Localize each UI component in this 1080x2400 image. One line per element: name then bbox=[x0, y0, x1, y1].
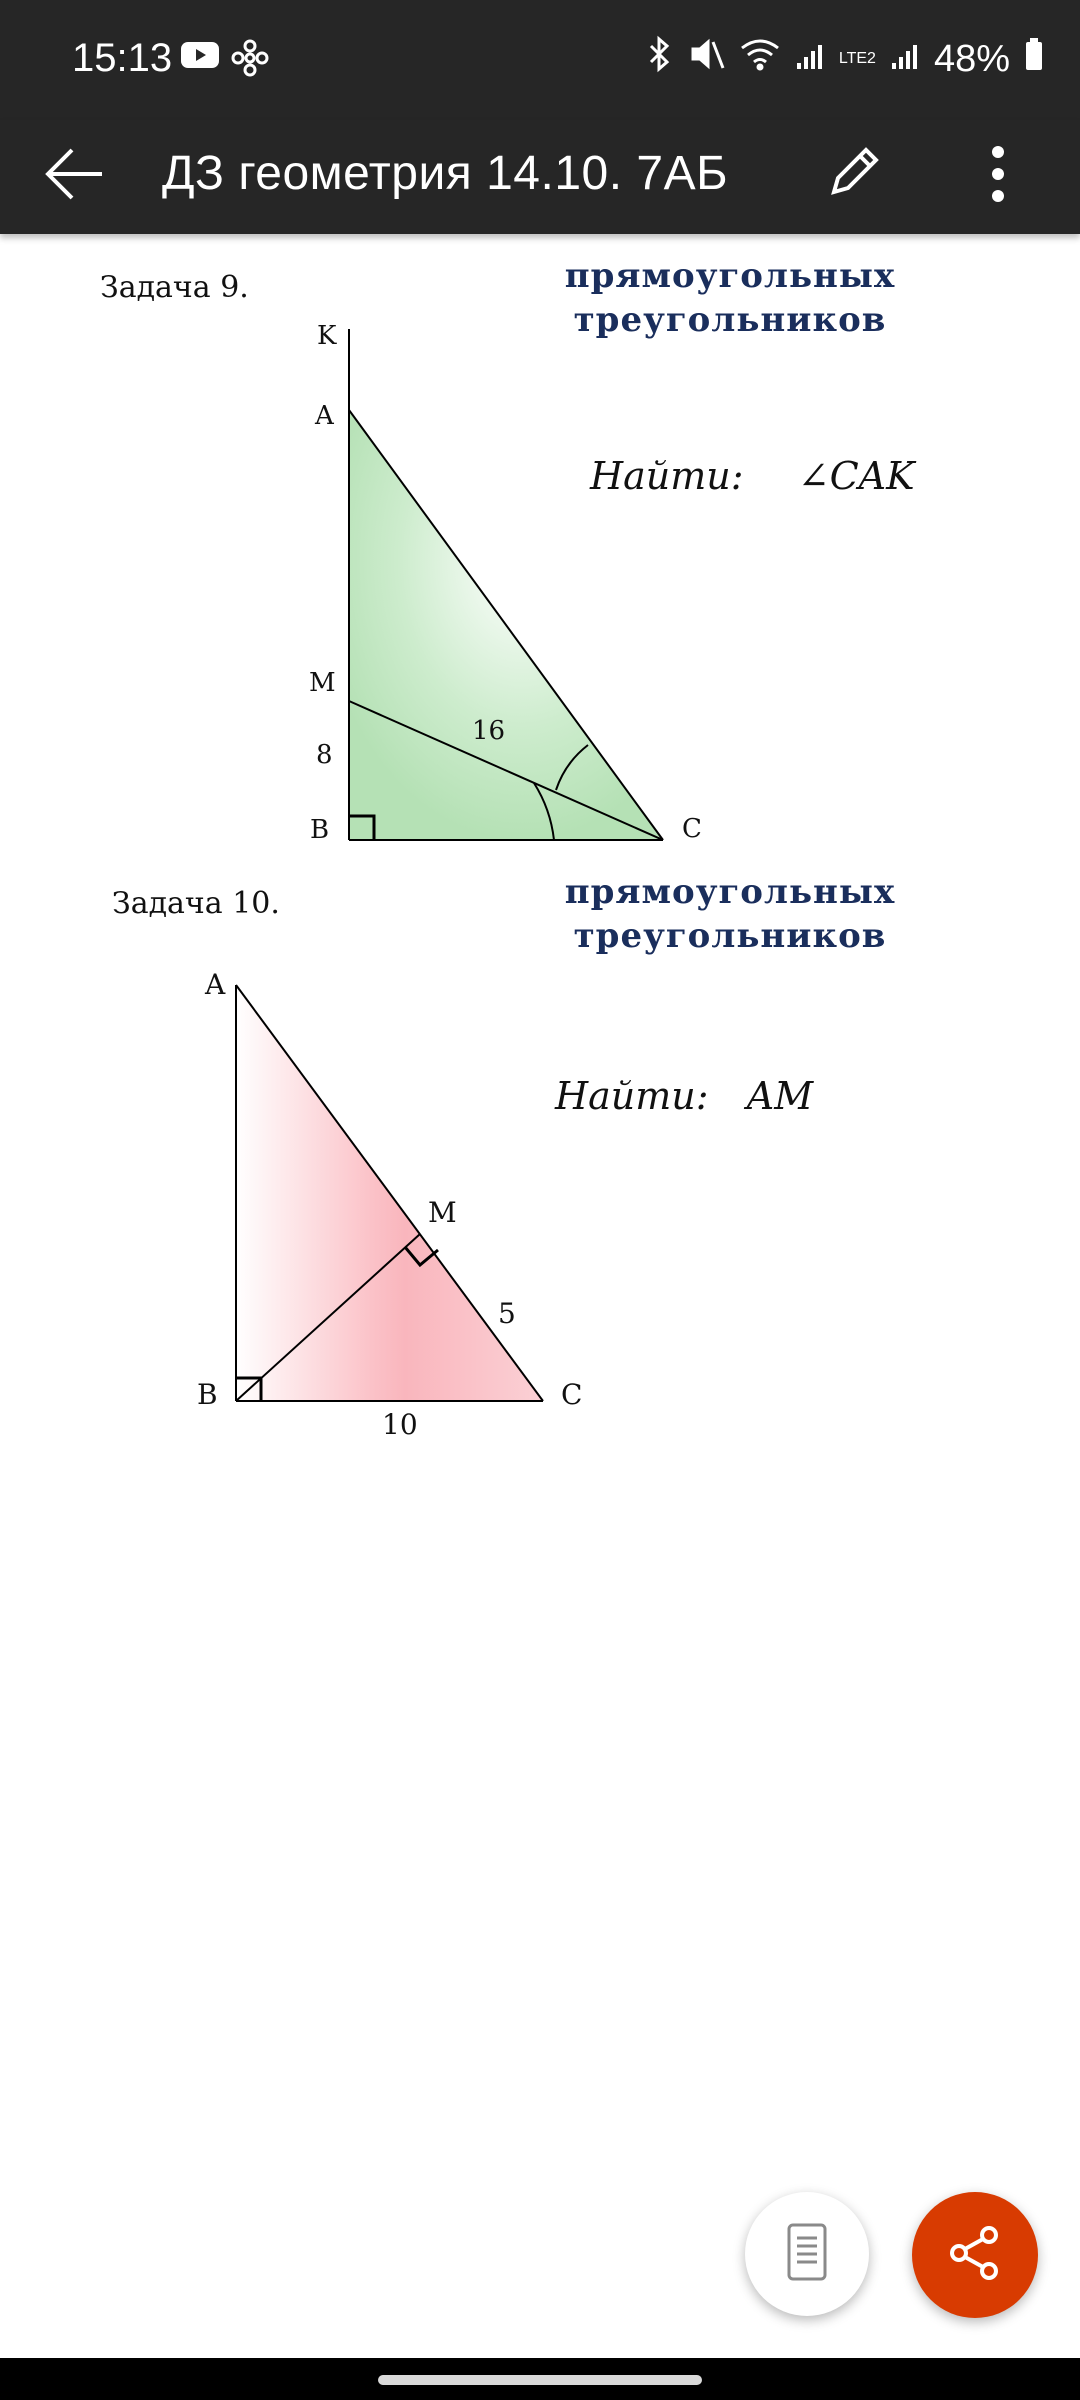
status-bar bbox=[0, 0, 1080, 120]
status-left-icons bbox=[180, 40, 268, 81]
share-icon bbox=[945, 2223, 1005, 2288]
status-time: 15:13 bbox=[72, 36, 173, 80]
task10-find-value: AM bbox=[746, 1074, 814, 1118]
battery-icon bbox=[1024, 37, 1044, 81]
task10-topic-line1: прямоугольных bbox=[564, 872, 896, 912]
navigation-bar bbox=[0, 2358, 1080, 2400]
back-button[interactable] bbox=[38, 130, 110, 222]
task10-label-bc: 10 bbox=[382, 1408, 418, 1441]
signal-icon-2 bbox=[890, 38, 920, 81]
task10-find bbox=[555, 1074, 813, 1118]
task9-label-M: M bbox=[309, 668, 336, 698]
volte-label: LTE2 bbox=[838, 50, 876, 67]
document-title: ДЗ геометрия 14.10. 7АБ bbox=[162, 147, 729, 200]
task9-label-A: A bbox=[315, 401, 334, 431]
share-button[interactable] bbox=[912, 2192, 1038, 2318]
task10-label-A: A bbox=[205, 968, 226, 1001]
mute-icon bbox=[689, 36, 725, 82]
document-page[interactable] bbox=[0, 234, 1080, 2354]
task9-diagram bbox=[0, 234, 1080, 1441]
signal-icon bbox=[795, 38, 825, 81]
arrow-left-icon bbox=[44, 148, 104, 205]
task9-title: Задача 9. bbox=[100, 270, 249, 305]
status-right-icons bbox=[645, 36, 1044, 82]
task10-find-label: Найти: bbox=[555, 1074, 709, 1118]
fan-icon bbox=[232, 40, 268, 81]
task10-label-mc: 5 bbox=[498, 1297, 516, 1330]
task10-topic-line2: треугольников bbox=[573, 916, 887, 956]
task9-label-C: C bbox=[682, 814, 702, 844]
task9-label-B: B bbox=[310, 815, 330, 845]
task9-topic-line1: прямоугольных bbox=[564, 256, 896, 296]
task10-label-M: M bbox=[428, 1196, 457, 1229]
battery-percent: 48% bbox=[933, 37, 1010, 80]
home-gesture-handle[interactable] bbox=[378, 2375, 702, 2385]
more-vertical-icon bbox=[990, 144, 1006, 209]
youtube-icon bbox=[180, 40, 220, 81]
wifi-icon bbox=[739, 36, 781, 82]
bluetooth-icon bbox=[645, 36, 675, 82]
app-bar bbox=[0, 120, 1080, 234]
more-options-button[interactable] bbox=[962, 130, 1034, 222]
task9-label-K: K bbox=[317, 321, 337, 351]
reading-view-icon bbox=[785, 2222, 829, 2287]
task9-find-label: Найти: bbox=[590, 454, 744, 498]
task9-find-value: ∠CAK bbox=[797, 454, 915, 498]
task9-topic-line2: треугольников bbox=[573, 300, 887, 340]
task9-label-bm: 8 bbox=[316, 740, 333, 770]
reading-view-button[interactable] bbox=[745, 2192, 869, 2316]
task10-topic bbox=[540, 870, 920, 958]
edit-button[interactable] bbox=[810, 130, 894, 222]
task10-title: Задача 10. bbox=[112, 886, 280, 921]
pencil-icon bbox=[822, 144, 882, 209]
task10-label-B: B bbox=[197, 1378, 218, 1411]
task9-label-mc: 16 bbox=[472, 716, 506, 746]
task10-label-C: C bbox=[561, 1378, 583, 1411]
